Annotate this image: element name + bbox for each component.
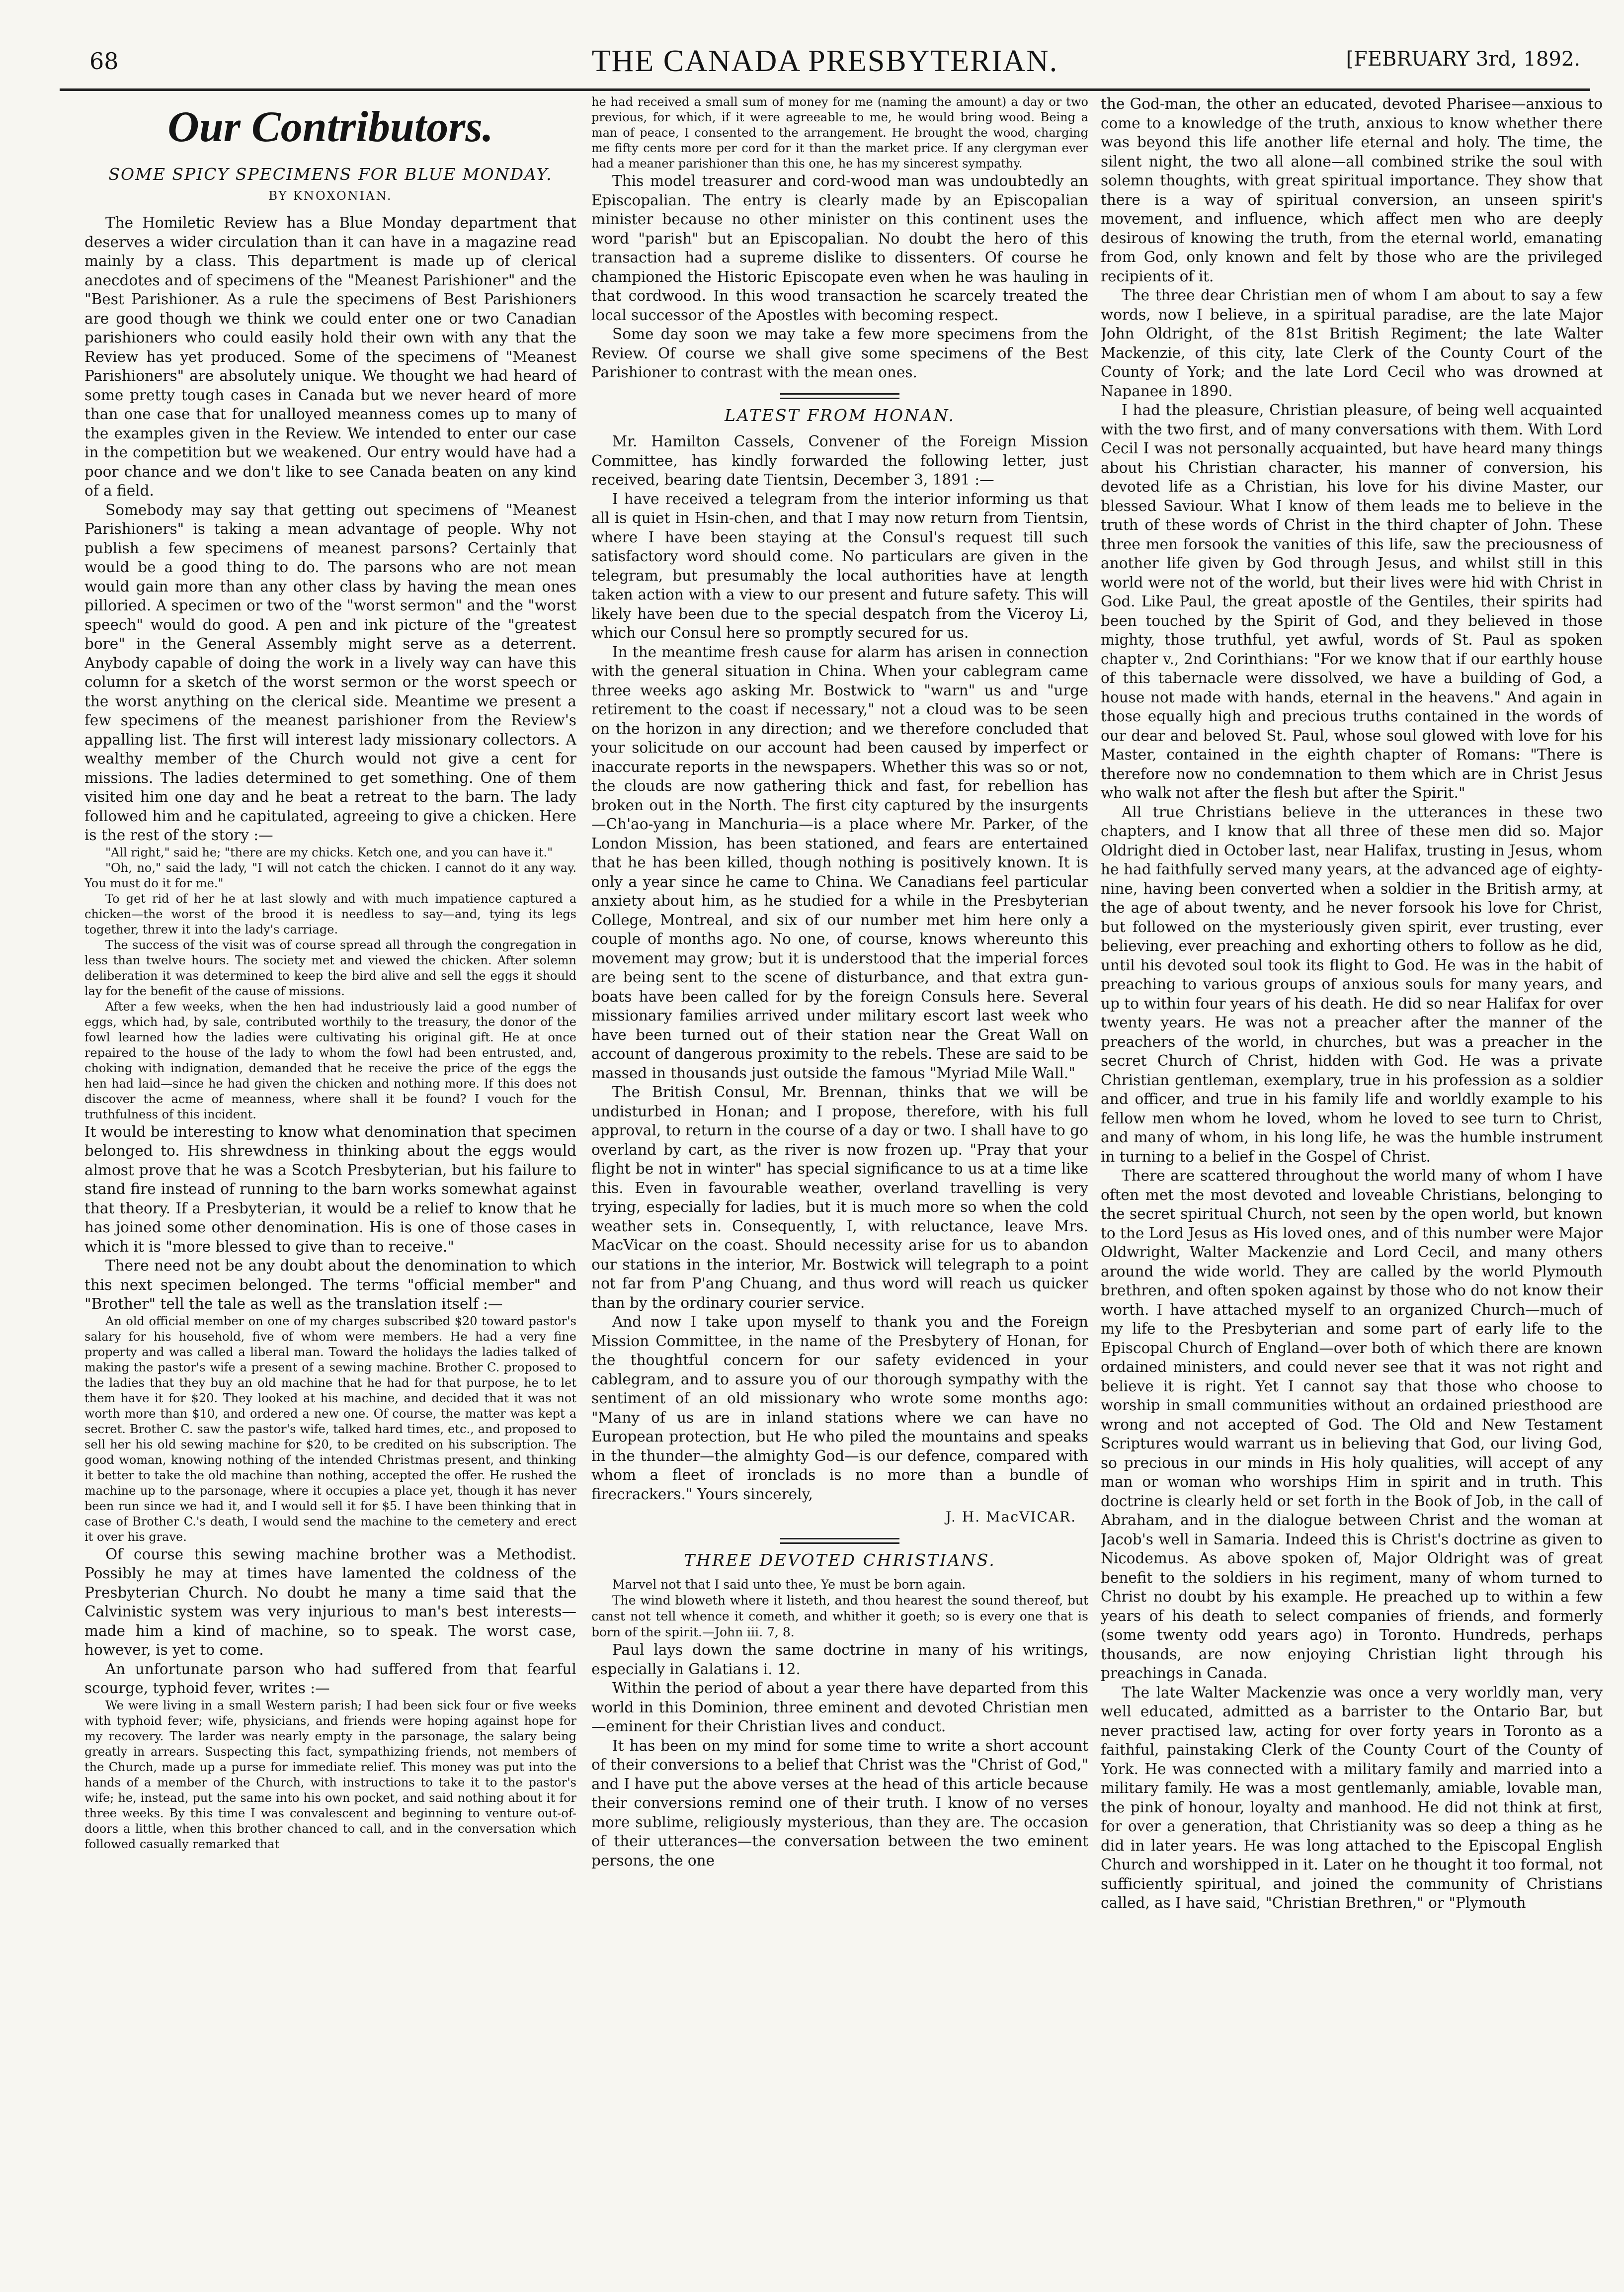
paragraph: Of course this sewing machine brother was a Methodist. Possibly he may at times have lamented the coldness of the Presbyterian Church. No doubt he many a time said that the Calvinistic system was very injurious to man's best interests—made him a kind of machine, so to speak. The worst case, however, is yet to come. — [84, 1545, 576, 1658]
paragraph: All true Christians believe in the utterances in these two chapters, and I know that all three of these men did so. Major Oldright died in October last, near Halifax, trusting in Jesus, whom he had faithfully served many years, at the advanced age of eighty-nine, having been converted when a soldier in the British army, at the age of about twenty, and he never forsook his love for Christ, but followed on the mysteriously given spirit, ever trusting, ever believing, ever preaching and exhorting others to follow as he did, until his devoted soul took its flight to God. He was in the habit of preaching to various groups of anxious souls for many years, and up to within four years of his death. He did so near Halifax for over twenty years. He was not a preacher after the manner of the preachers of the world, in churches, but was a preacher in the secret Church of Christ, hidden with God. He was a private Christian gentleman, exemplary, true in his profession as a soldier and officer, and true in his family life and worldly example to his fellow men whom he loved, whom he loved to see turn to Christ, and many of whom, in his long life, he was the humble instrument in turning to a belief in the Gospel of Christ. — [1101, 803, 1603, 1165]
section-divider — [780, 393, 899, 399]
quoted-paragraph: "Oh, no," said the lady, "I will not catch the chicken. I cannot do it any way. You must do it for me." — [84, 860, 576, 890]
column-3 — [1101, 94, 1603, 2272]
paragraph: There need not be any doubt about the denomination to which this next specimen belonged. The terms "official member" and "Brother" tell the tale as well as the translation itself :— — [84, 1257, 576, 1312]
quoted-paragraph: he had received a small sum of money for me (naming the amount) a day or two previous, for which, if it were agreeable to me, he would bring wood. Being a man of peace, I consented to the arrangement. He brought the wood, charging me fifty cents more per cord for it than the market price. If any clergyman ever had a meaner parishioner than this one, he has my sincerest sympathy. — [591, 95, 1088, 170]
paragraph: The three dear Christian men of whom I am about to say a few words, now I believe, in a spiritual paradise, are the late Major John Oldright, of the 81st British Regiment; the late Walter Mackenzie, of this city, late Clerk of the County Court of the County of York; and the late Lord Cecil who was drowned at Napanee in 1890. — [1101, 287, 1603, 400]
paragraph: Some day soon we may take a few more specimens from the Review. Of course we shall give some specimens of the Best Parishioner to contrast with the mean ones. — [591, 326, 1088, 381]
quoted-paragraph: "All right," said he; "there are my chicks. Ketch one, and you can have it." — [105, 845, 553, 859]
page-header — [60, 39, 1590, 84]
paragraph: In the meantime fresh cause for alarm has arisen in connection with the general situation in China. When your cablegram came three weeks ago asking Mr. Bostwick to "warn" us and "urge retirement to the coast if necessary," not a cloud was to be seen on the horizon in any direction; and we therefore concluded that your solicitude on our account had been caused by imperfect or inaccurate reports in the newspapers. Whether this was so or not, the clouds are now gathering thick and fast, for rebellion has broken out in the North. The first city captured by the insurgents—Ch'ao-yang in Manchuria—is a place where Mr. Parker, of the London Mission, has been stationed, and fears are entertained that he has been killed, though nothing is positively known. It is only a year since he came to China. We Canadians feel particular anxiety about him, as he studied for a while in the Presbyterian College, Montreal, and six of our number met him here only a couple of months ago. No one, of course, knows whereunto this movement may grow; but it is understood that the imperial forces are being sent to the scene of disturbance, and that extra gun-boats have been called for by the foreign Consuls here. Several missionary families arrived under military escort last week who have been turned out of their station near the Great Wall on account of dangerous proximity to the rebels. These are said to be massed in thousands just outside the famous "Myriad Mile Wall." — [591, 643, 1088, 1082]
paragraph: The late Walter Mackenzie was once a very worldly man, very well educated, admitted as a barrister to the Ontario Bar, but never practised law, acting for over forty years in Toronto as a faithful, painstaking Clerk of the County Court of the County of York. He was connected with a military family and married into a military family. He was a most gentlemanly, amiable, lovable man, the pink of honour, loyalty and manhood. He did not think at first, for over a generation, that Christianity was so deep a thing as he did in later years. He was long attached to the Episcopal English Church and worshipped in it. Later on he thought it too formal, not sufficiently spiritual, and joined the community of Christians called, as I have said, "Christian Brethren," or "Plymouth — [1101, 1684, 1603, 1911]
paragraph: It has been on my mind for some time to write a short account of their conversions to a belief that Christ was the "Christ of God," and I have put the above verses at the head of this article because their conversions remind one of their truth. I know of no verses more sublime, religiously mysterious, than they are. The occasion of their utterances—the conversation between the two eminent persons, the one — [591, 1737, 1088, 1869]
quoted-paragraph: To get rid of her he at last slowly and with much impatience captured a chicken—the worst of the brood it is needless to say—and, tying its legs together, threw it into the lady's carriage. — [84, 891, 576, 936]
column-1 — [84, 94, 576, 2272]
letter-title: LATEST FROM HONAN. — [724, 405, 956, 425]
article-title: THREE DEVOTED CHRISTIANS. — [684, 1550, 996, 1570]
paragraph: Paul lays down the same doctrine in many of his writings, especially in Galatians i. 12. — [591, 1641, 1088, 1678]
paragraph: Somebody may say that getting out specimens of "Meanest Parishioners" is taking a mean advantage of people. Why not publish a few specimens of meanest parsons? Certainly that would be a good thing to do. The parsons who are not mean would gain more than any other class by having the mean ones pilloried. A specimen or two of the "worst sermon" and the "worst speech" would do good. A pen and ink picture of the "greatest bore" in the General Assembly might serve as a deterrent. Anybody capable of doing the work in a lively way can have this column for a sketch of the worst sermon or the worst speech or the worst anything on the clerical side. Meantime we present a few specimens of the meanest parishioner from the Review's appalling list. The first will interest lady missionary collectors. A wealthy member of the Church would not give a cent for missions. The ladies determined to get something. One of them visited him one day and he beat a retreat to the barn. The lady followed him and he capitulated, agreeing to give a chicken. Here is the rest of the story :— — [84, 501, 576, 844]
epigraph: The wind bloweth where it listeth, and thou hearest the sound thereof, but canst not tell whence it cometh, and whither it goeth; so is every one that is born of the spirit.—John iii. 7, 8. — [591, 1593, 1088, 1639]
paragraph: I had the pleasure, Christian pleasure, of being well acquainted with the two first, and of many conversations with them. With Lord Cecil I was not personally acquainted, but have heard many things about his Christian character, his manner of conversion, his devoted life as a Christian, his love for his divine Master, our blessed Saviour. What I know of them leads me to believe in the truth of these words of Christ in the third chapter of John. These three men forsook the vanities of this life, saw the preciousness of another life given by God through Jesus, and whilst still in this world were not of the world, but their lives were hid with Christ in God. Like Paul, the great apostle of the Gentiles, their spirits had been touched by the Spirit of God, and they believed in those mighty, those truthful, yet awful, words of St. Paul as spoken chapter v., 2nd Corinthians: "For we know that if our earthly house of this tabernacle were dissolved, we have a building of God, a house not made with hands, eternal in the heavens." And again in those equally high and precious truths contained in the words of our dear and beloved St. Paul, whose soul glowed with love for his Master, contained in the eighth chapter of Romans: "There is therefore now no condemnation to them which are in Christ Jesus who walk not after the flesh but after the Spirit." — [1101, 402, 1603, 801]
paragraph: An unfortunate parson who had suffered from that fearful scourge, typhoid fever, writes :— — [84, 1660, 576, 1697]
paragraph: And now I take upon myself to thank you and the Foreign Mission Committee, in the name of the Presbytery of Honan, for the thoughtful concern for our safety evidenced in your cablegram, and to assure you of our thorough sympathy with the sentiment of an old missionary who wrote some months ago: "Many of us are in inland stations where we can have no European protection, but He who piled the mountains and speaks in the thunder—the almighty God—is our defence, compared with whom a fleet of ironclads is no more than a bundle of firecrackers." Yours sincerely, — [591, 1313, 1088, 1503]
paragraph: the God-man, the other an educated, devoted Pharisee—anxious to come to a knowledge of the truth, anxious to know whether there was beyond this life another life eternal and holy. The time, the silent night, the two all alone—all combined strike the soul with solemn thoughts, with great spiritual importance. They show that there is a way of spiritual conversion, an unseen spirit's movement, and influence, which affect men who are deeply desirous of knowing the truth, from the eternal world, emanating from God, only known and felt by those who are the privileged recipients of it. — [1101, 95, 1603, 285]
paragraph: The British Consul, Mr. Brennan, thinks that we will be undisturbed in Honan; and I propose, therefore, with his full approval, to return in the course of a day or two. I shall have to go overland by cart, as the river is now frozen up. "Pray that your flight be not in winter" has special significance to us at a time like this. Even in favourable weather, overland travelling is very trying, especially for ladies, but it is much more so when the cold weather sets in. Consequently, I, with reluctance, leave Mrs. MacVicar on the coast. Should necessity arise for us to abandon our stations in the interior, Mr. Bostwick will telegraph to a point not far from P'ang Chuang, and thus word will reach us quicker than by the ordinary courier service. — [591, 1084, 1088, 1311]
letter-signature: J. H. MacVICAR. — [945, 1509, 1076, 1525]
paragraph: This model treasurer and cord-wood man was undoubtedly an Episcopalian. The entry is clearly made by an Episcopalian minister because no other minister on this continent uses the word "parish" but an Episcopalian. No doubt the hero of this transaction had a supreme dislike to dissenters. Of course he championed the Historic Episcopate even when he was hauling in that cordwood. In this wood transaction he scarcely treated the local successor of the Apostles with becoming respect. — [591, 172, 1088, 324]
paragraph: The Homiletic Review has a Blue Monday department that deserves a wider circulation than it can have in a magazine read mainly by a class. This department is made up of clerical anecdotes and of specimens of the "Meanest Parishioner" and the "Best Parishioner. As a rule the specimens of Best Parishioners are good though we think we could enter one or two Canadian parishioners who could easily hold their own with any that the Review has yet produced. Some of the specimens of "Meanest Parishioners" are absolutely unique. We thought we had heard of some pretty tough cases in Canada but we never heard of more than one case that for unalloyed meanness comes up to many of the examples given in the Review. We intended to enter our case in the competition but we weakened. Our entry would have had a poor chance and we don't like to see Canada beaten on any kind of a field. — [84, 214, 576, 499]
paragraph: There are scattered throughout the world many of whom I have often met the most devoted and loveable Christians, belonging to the secret spiritual Church, not seen by the open world, but known to the Lord Jesus as His loved ones, and of this number were Major Oldwright, Walter Mackenzie and Lord Cecil, and many others around the wide world. They are called by the world Plymouth brethren, and often spoken against by those who do not know their worth. I have attached myself to an organized Church—much of my life to the Presbyterian and some part of early life to the Episcopal Church of England—over both of which there are known ordained ministers, and could never see that it was not right and believe it is right. Yet I cannot say that those who choose to worship in small communities without an ordained priesthood are wrong and not accepted of God. The Old and New Testament Scriptures would warrant us in believing that God, our living God, so precious in our minds in His holy qualities, will accept of any man or woman who worships Him in spirit and in truth. This doctrine is clearly held or set forth in the Book of Job, in the call of Abraham, and in the dialogue between Christ and the woman at Jacob's well in Samaria. Indeed this is Christ's doctrine as given to Nicodemus. As above spoken of, Major Oldright was of great benefit to the soldiers in his regiment, many of whom turned to Christ no doubt by his example. He preached up to within a few years of his death to select companies of friends, and formerly (some twenty odd years ago) in Toronto. Hundreds, perhaps thousands, are now enjoying Christian light through his preachings in Canada. — [1101, 1167, 1603, 1682]
header-rule — [60, 88, 1590, 91]
quoted-paragraph: An old official member on one of my charges subscribed $20 toward pastor's salary for his household, five of whom were members. He had a very fine property and was called a liberal man. Toward the holidays the ladies talked of making the pastor's wife a present of a sewing machine. Brother C. proposed to the ladies that they buy an old machine that he had for that purpose, he to let them have it for $20. They looked at his machine, and decided that it was not worth more than $10, and ordered a new one. Of course, the matter was kept a secret. Brother C. saw the pastor's wife, talked hard times, etc., and proposed to sell her his old sewing machine for $20, to be credited on his subscription. The good woman, knowing nothing of the intended Christmas present, and thinking it better to take the old machine than nothing, accepted the offer. He rushed the machine up to the parsonage, where it occupies a place yet, though it has never been run since we had it, and I would sell it for $5. I have been thinking that in case of Brother C.'s death, I would send the machine to the cemetery and erect it over his grave. — [84, 1314, 576, 1544]
paragraph: Within the period of about a year there have departed from this world in this Dominion, three eminent and devoted Christian men—eminent for their Christian lives and conduct. — [591, 1680, 1088, 1735]
issue-date: [FEBRUARY 3rd, 1892. — [1346, 48, 1580, 71]
paragraph: It would be interesting to know what denomination that specimen belonged to. His shrewdness in thinking about the eggs would almost prove that he was a Scotch Presbyterian, but his failure to stand fire instead of running to the barn works somewhat against that theory. If a Presbyterian, it would be a relief to know that he has joined some other denomination. His is one of those cases in which it is "more blessed to give than to receive." — [84, 1123, 576, 1255]
section-masthead: Our Contributors. — [167, 103, 493, 151]
quoted-paragraph: After a few weeks, when the hen had industriously laid a good number of eggs, which had, by sale, contributed worthily to the treasury, the donor of the fowl learned how the ladies were cultivating his original gift. He at once repaired to the house of the lady to whom the fowl had been entrusted, and, choking with indignation, demanded that he receive the price of the eggs the hen had laid—since he had given the chicken and nothing more. If this does not discover the acme of meanness, where shall it be found? I vouch for the truthfulness of this incident. — [84, 999, 576, 1121]
page-number: 68 — [89, 48, 119, 75]
article-byline: BY KNOXONIAN. — [268, 188, 393, 203]
journal-title: THE CANADA PRESBYTERIAN. — [591, 44, 1058, 78]
quoted-paragraph: We were living in a small Western parish; I had been sick four or five weeks with typhoid fever; wife, physicians, and friends were hoping against hope for my recovery. The larder was nearly empty in the parsonage, the salary being greatly in arrears. Suspecting this fact, sympathizing friends, not members of the Church, made up a purse for immediate relief. This money was put into the hands of a member of the Church, with instructions to take it to the pastor's wife; he, instead, put the same into his own pocket, and said nothing about it for three weeks. By this time I was convalescent and beginning to venture out-of-doors a little, when this brother chanced to call, and in the conversation which followed casually remarked that — [84, 1698, 576, 1851]
quoted-paragraph: The success of the visit was of course spread all through the congregation in less than twelve hours. The society met and viewed the chicken. After solemn deliberation it was determined to keep the bird alive and sell the eggs it should lay for the benefit of the cause of missions. — [84, 937, 576, 998]
article-title: SOME SPICY SPECIMENS FOR BLUE MONDAY. — [108, 165, 553, 184]
paragraph: I have received a telegram from the interior informing us that all is quiet in Hsin-chen, and that I may now return from Tientsin, where I have been staying at the Consul's request till such satisfactory word should come. No particulars are given in the telegram, but presumably the local authorities have at length taken action with a view to our present and future safety. This will likely have been due to the special despatch from the Viceroy Li, which our Consul here so promptly secured for us. — [591, 490, 1088, 641]
section-divider — [780, 1538, 899, 1544]
paragraph: Mr. Hamilton Cassels, Convener of the Foreign Mission Committee, has kindly forwarded the following letter, just received, bearing date Tientsin, December 3, 1891 :— — [591, 433, 1088, 488]
epigraph: Marvel not that I said unto thee, Ye must be born again. — [612, 1577, 966, 1592]
column-2 — [591, 94, 1088, 2272]
